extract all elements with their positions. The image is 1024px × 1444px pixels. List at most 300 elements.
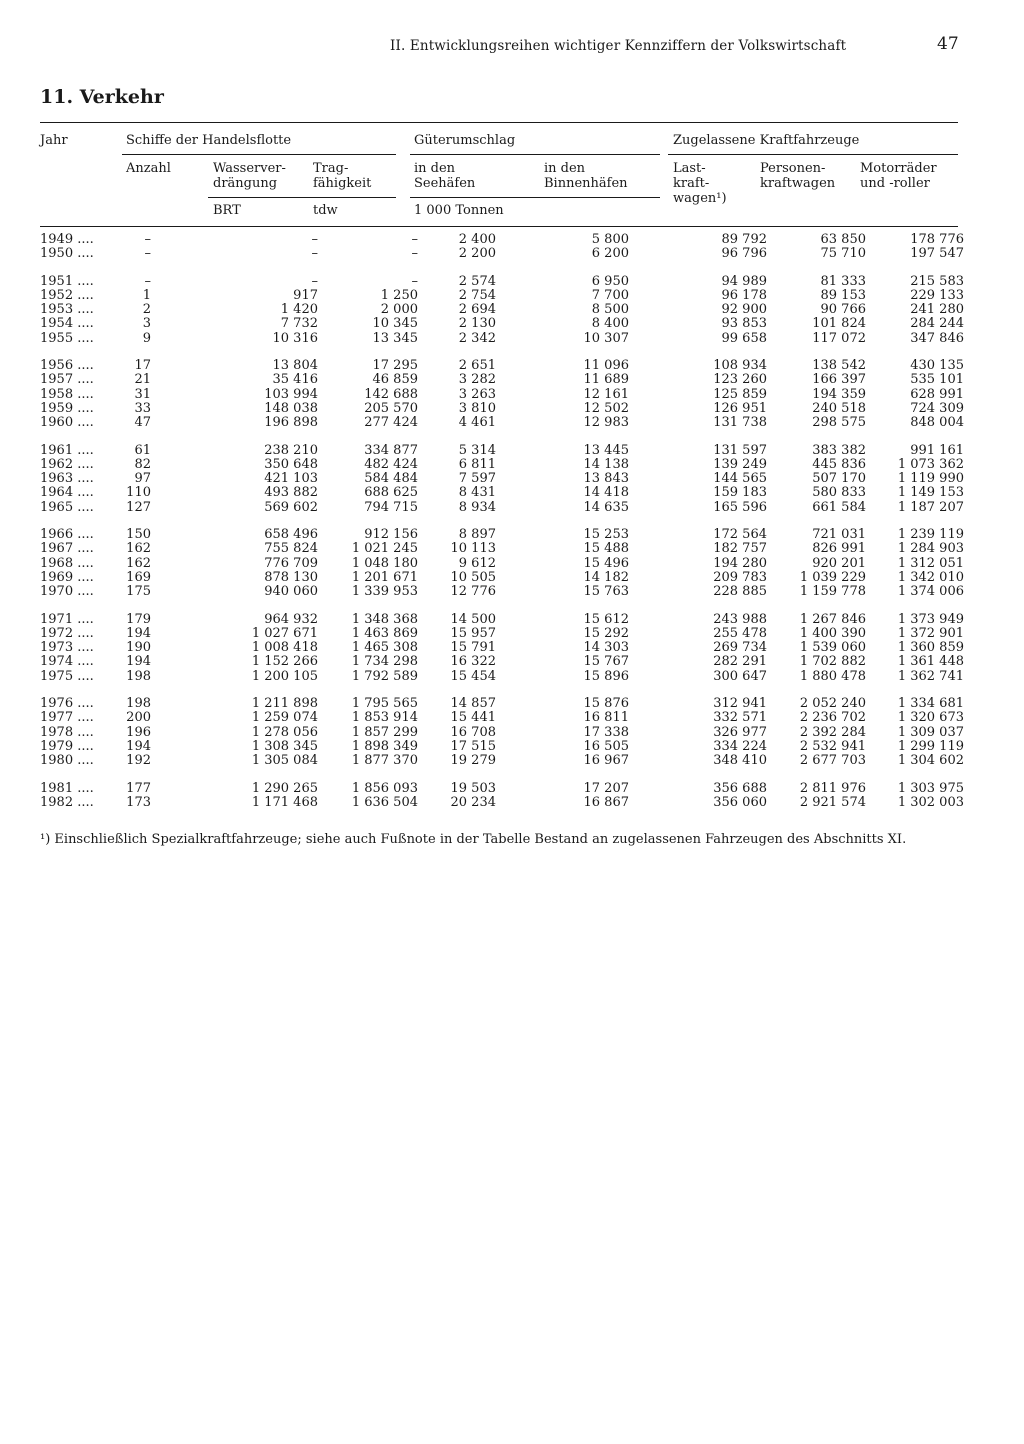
- krad-cell: 284 244: [910, 316, 964, 332]
- brt-cell: 13 804: [272, 358, 318, 374]
- anzahl-cell: –: [144, 232, 151, 247]
- pkw-cell: 2 677 703: [799, 753, 866, 769]
- seehaefen-cell: 9 612: [458, 555, 496, 571]
- table-row: [40, 640, 964, 656]
- krad-cell: 1 320 673: [897, 710, 964, 726]
- anzahl-cell: 33: [134, 400, 151, 416]
- binnenhaefen-cell: 13 843: [583, 471, 629, 487]
- binnenhaefen-cell: 15 292: [583, 625, 629, 641]
- year-cell: 1974 ....: [40, 654, 94, 670]
- year-cell: 1961 ....: [40, 442, 94, 458]
- pkw-cell: 117 072: [812, 330, 866, 346]
- tdw-cell: 482 424: [364, 456, 418, 472]
- brt-cell: 421 103: [264, 471, 318, 487]
- pkw-cell: 920 201: [812, 555, 866, 571]
- table-row: [40, 696, 964, 712]
- anzahl-cell: 196: [126, 724, 151, 740]
- brt-cell: 1 211 898: [251, 696, 318, 712]
- pkw-cell: 138 542: [812, 358, 866, 374]
- year-group: [40, 273, 964, 346]
- tdw-cell: 46 859: [372, 372, 418, 388]
- krad-cell: 1 309 037: [897, 724, 964, 740]
- krad-cell: 628 991: [910, 386, 964, 402]
- pkw-cell: 2 052 240: [799, 696, 866, 712]
- binnenhaefen-cell: 6 200: [591, 246, 629, 262]
- unit-rule-ships: [208, 197, 396, 198]
- binnenhaefen-cell: 14 182: [583, 569, 629, 585]
- brt-cell: 7 732: [280, 316, 318, 332]
- krad-cell: 1 073 362: [897, 456, 964, 472]
- year-cell: 1982 ....: [40, 794, 94, 810]
- section-title: 11. Verkehr: [40, 86, 164, 108]
- lkw-cell: 89 792: [721, 232, 767, 247]
- pkw-cell: 2 811 976: [799, 780, 866, 796]
- lkw-cell: 334 224: [713, 738, 767, 754]
- header-tragfaehigkeit-line1: Trag-: [313, 161, 349, 176]
- lkw-cell: 228 885: [713, 584, 767, 600]
- tdw-cell: –: [411, 246, 418, 262]
- binnenhaefen-cell: 11 096: [583, 358, 629, 374]
- anzahl-cell: 9: [142, 330, 151, 346]
- krad-cell: 1 342 010: [897, 569, 964, 585]
- brt-cell: 1 027 671: [251, 625, 318, 641]
- year-cell: 1975 ....: [40, 668, 94, 684]
- tdw-cell: 1 201 671: [351, 569, 418, 585]
- tdw-cell: 1 857 299: [351, 724, 418, 740]
- seehaefen-cell: 15 957: [450, 625, 496, 641]
- year-cell: 1968 ....: [40, 555, 94, 571]
- brt-cell: 940 060: [264, 584, 318, 600]
- year-cell: 1963 ....: [40, 471, 94, 487]
- table-row: [40, 753, 964, 769]
- anzahl-cell: 21: [134, 372, 151, 388]
- table-row: [40, 668, 964, 684]
- lkw-cell: 96 796: [721, 246, 767, 262]
- year-group: [40, 696, 964, 769]
- krad-cell: 535 101: [910, 372, 964, 388]
- seehaefen-cell: 8 934: [458, 499, 496, 515]
- brt-cell: 10 316: [272, 330, 318, 346]
- table-row: [40, 654, 964, 670]
- tdw-cell: 794 715: [364, 499, 418, 515]
- table-row: [40, 246, 964, 262]
- krad-cell: 1 302 003: [897, 794, 964, 810]
- binnenhaefen-cell: 14 635: [583, 499, 629, 515]
- header-lastkraftwagen-line1: Last-: [673, 161, 706, 176]
- group-rule-ships: [122, 154, 396, 155]
- krad-cell: 1 303 975: [897, 780, 964, 796]
- tdw-cell: 1 853 914: [351, 710, 418, 726]
- footnote: ¹) Einschließlich Spezialkraftfahrzeuge; siehe auch Fußnote in der Tabelle Bestand an zugelassenen Fahrzeugen des Abschnitts XI.: [40, 832, 907, 847]
- header-personenkraftwagen-line2: kraftwagen: [760, 176, 836, 191]
- anzahl-cell: 192: [126, 753, 151, 769]
- anzahl-cell: 127: [126, 499, 151, 515]
- seehaefen-cell: 2 694: [458, 302, 496, 318]
- krad-cell: 1 372 901: [897, 625, 964, 641]
- lkw-cell: 94 989: [721, 273, 767, 289]
- table-row: [40, 442, 964, 458]
- anzahl-cell: 175: [126, 584, 151, 600]
- tdw-cell: 1 898 349: [351, 738, 418, 754]
- anzahl-cell: 177: [126, 780, 151, 796]
- header-lastkraftwagen: [673, 161, 727, 206]
- year-group: [40, 232, 964, 262]
- brt-cell: 1 420: [280, 302, 318, 318]
- tdw-cell: 142 688: [364, 386, 418, 402]
- pkw-cell: 2 532 941: [799, 738, 866, 754]
- seehaefen-cell: 19 503: [450, 780, 496, 796]
- brt-cell: 776 709: [264, 555, 318, 571]
- anzahl-cell: 194: [126, 738, 151, 754]
- binnenhaefen-cell: 11 689: [583, 372, 629, 388]
- seehaefen-cell: 14 857: [450, 696, 496, 712]
- unit-tonnen: 1 000 Tonnen: [414, 203, 504, 218]
- anzahl-cell: 1: [142, 287, 151, 303]
- unit-rule-cargo: [410, 197, 660, 198]
- seehaefen-cell: 6 811: [458, 456, 496, 472]
- year-cell: 1958 ....: [40, 386, 94, 402]
- seehaefen-cell: 19 279: [450, 753, 496, 769]
- tdw-cell: 1 250: [380, 287, 418, 303]
- header-seehaefen: [414, 161, 475, 191]
- anzahl-cell: 2: [142, 302, 151, 318]
- table-row: [40, 541, 964, 557]
- krad-cell: 1 373 949: [897, 611, 964, 627]
- table-row: [40, 527, 964, 543]
- binnenhaefen-cell: 15 496: [583, 555, 629, 571]
- krad-cell: 1 361 448: [897, 654, 964, 670]
- tdw-cell: 912 156: [364, 527, 418, 543]
- seehaefen-cell: 16 322: [450, 654, 496, 670]
- binnenhaefen-cell: 15 253: [583, 527, 629, 543]
- brt-cell: 1 290 265: [251, 780, 318, 796]
- pkw-cell: 826 991: [812, 541, 866, 557]
- pkw-cell: 63 850: [820, 232, 866, 247]
- brt-cell: 1 171 468: [251, 794, 318, 810]
- pkw-cell: 1 039 229: [799, 569, 866, 585]
- seehaefen-cell: 15 441: [450, 710, 496, 726]
- year-cell: 1977 ....: [40, 710, 94, 726]
- lkw-cell: 209 783: [713, 569, 767, 585]
- anzahl-cell: 169: [126, 569, 151, 585]
- header-binnenhaefen: [544, 161, 628, 191]
- brt-cell: 1 259 074: [251, 710, 318, 726]
- lkw-cell: 159 183: [713, 485, 767, 501]
- year-cell: 1955 ....: [40, 330, 94, 346]
- anzahl-cell: 190: [126, 640, 151, 656]
- pkw-cell: 101 824: [812, 316, 866, 332]
- lkw-cell: 243 988: [713, 611, 767, 627]
- krad-cell: 1 334 681: [897, 696, 964, 712]
- brt-cell: 148 038: [264, 400, 318, 416]
- lkw-cell: 108 934: [713, 358, 767, 374]
- krad-cell: 1 149 153: [897, 485, 964, 501]
- lkw-cell: 182 757: [713, 541, 767, 557]
- table-row: [40, 738, 964, 754]
- binnenhaefen-cell: 5 800: [591, 232, 629, 247]
- table-row: [40, 386, 964, 402]
- tdw-cell: 1 877 370: [351, 753, 418, 769]
- brt-cell: 964 932: [264, 611, 318, 627]
- pkw-cell: 240 518: [812, 400, 866, 416]
- binnenhaefen-cell: 14 303: [583, 640, 629, 656]
- lkw-cell: 139 249: [713, 456, 767, 472]
- year-cell: 1970 ....: [40, 584, 94, 600]
- brt-cell: –: [311, 246, 318, 262]
- lkw-cell: 99 658: [721, 330, 767, 346]
- year-cell: 1960 ....: [40, 415, 94, 431]
- lkw-cell: 269 734: [713, 640, 767, 656]
- binnenhaefen-cell: 7 700: [591, 287, 629, 303]
- binnenhaefen-cell: 14 418: [583, 485, 629, 501]
- year-cell: 1976 ....: [40, 696, 94, 712]
- tdw-cell: 17 295: [372, 358, 418, 374]
- header-tragfaehigkeit-line2: fähigkeit: [313, 176, 372, 191]
- table-row: [40, 330, 964, 346]
- brt-cell: 103 994: [264, 386, 318, 402]
- anzahl-cell: 162: [126, 555, 151, 571]
- anzahl-cell: 31: [134, 386, 151, 402]
- tdw-cell: 584 484: [364, 471, 418, 487]
- seehaefen-cell: 3 810: [458, 400, 496, 416]
- krad-cell: 1 299 119: [897, 738, 964, 754]
- table-row: [40, 485, 964, 501]
- lkw-cell: 92 900: [721, 302, 767, 318]
- seehaefen-cell: 10 113: [450, 541, 496, 557]
- lkw-cell: 348 410: [713, 753, 767, 769]
- binnenhaefen-cell: 16 811: [583, 710, 629, 726]
- brt-cell: 1 200 105: [251, 668, 318, 684]
- pkw-cell: 2 921 574: [799, 794, 866, 810]
- tdw-cell: 1 734 298: [351, 654, 418, 670]
- year-cell: 1956 ....: [40, 358, 94, 374]
- table-row: [40, 287, 964, 303]
- year-group: [40, 611, 964, 684]
- header-group-ships: Schiffe der Handelsflotte: [126, 133, 292, 148]
- anzahl-cell: 179: [126, 611, 151, 627]
- year-cell: 1969 ....: [40, 569, 94, 585]
- year-cell: 1951 ....: [40, 273, 94, 289]
- table-row: [40, 358, 964, 374]
- year-cell: 1949 ....: [40, 232, 94, 247]
- tdw-cell: 1 795 565: [351, 696, 418, 712]
- tdw-cell: 205 570: [364, 400, 418, 416]
- year-cell: 1980 ....: [40, 753, 94, 769]
- pkw-cell: 721 031: [812, 527, 866, 543]
- year-cell: 1967 ....: [40, 541, 94, 557]
- pkw-cell: 194 359: [812, 386, 866, 402]
- anzahl-cell: 194: [126, 654, 151, 670]
- tdw-cell: –: [411, 273, 418, 289]
- lkw-cell: 300 647: [713, 668, 767, 684]
- seehaefen-cell: 2 574: [458, 273, 496, 289]
- binnenhaefen-cell: 14 138: [583, 456, 629, 472]
- table-row: [40, 456, 964, 472]
- anzahl-cell: 47: [134, 415, 151, 431]
- year-cell: 1971 ....: [40, 611, 94, 627]
- lkw-cell: 93 853: [721, 316, 767, 332]
- anzahl-cell: 17: [134, 358, 151, 374]
- header-tragfaehigkeit: [313, 161, 371, 191]
- table-row: [40, 611, 964, 627]
- header-personenkraftwagen-line1: Personen-: [760, 161, 826, 176]
- pkw-cell: 1 702 882: [799, 654, 866, 670]
- year-cell: 1950 ....: [40, 246, 94, 262]
- binnenhaefen-cell: 15 488: [583, 541, 629, 557]
- binnenhaefen-cell: 12 161: [583, 386, 629, 402]
- seehaefen-cell: 14 500: [450, 611, 496, 627]
- tdw-cell: 688 625: [364, 485, 418, 501]
- krad-cell: 1 374 006: [897, 584, 964, 600]
- seehaefen-cell: 12 776: [450, 584, 496, 600]
- brt-cell: 878 130: [264, 569, 318, 585]
- pkw-cell: 75 710: [820, 246, 866, 262]
- anzahl-cell: 198: [126, 696, 151, 712]
- krad-cell: 848 004: [910, 415, 964, 431]
- anzahl-cell: –: [144, 246, 151, 262]
- year-cell: 1962 ....: [40, 456, 94, 472]
- krad-cell: 1 187 207: [897, 499, 964, 515]
- anzahl-cell: 61: [134, 442, 151, 458]
- table-row: [40, 555, 964, 571]
- tdw-cell: –: [411, 232, 418, 247]
- pkw-cell: 81 333: [820, 273, 866, 289]
- brt-cell: 238 210: [264, 442, 318, 458]
- seehaefen-cell: 2 200: [458, 246, 496, 262]
- krad-cell: 197 547: [910, 246, 964, 262]
- pkw-cell: 580 833: [812, 485, 866, 501]
- seehaefen-cell: 2 130: [458, 316, 496, 332]
- lkw-cell: 125 859: [713, 386, 767, 402]
- header-motorraeder-line2: und -roller: [860, 176, 930, 191]
- pkw-cell: 166 397: [812, 372, 866, 388]
- table-row: [40, 724, 964, 740]
- binnenhaefen-cell: 10 307: [583, 330, 629, 346]
- anzahl-cell: 3: [142, 316, 151, 332]
- header-motorraeder: [860, 161, 937, 191]
- binnenhaefen-cell: 15 896: [583, 668, 629, 684]
- table-row: [40, 273, 964, 289]
- brt-cell: 569 602: [264, 499, 318, 515]
- running-head: II. Entwicklungsreihen wichtiger Kennziffern der Volkswirtschaft: [390, 38, 847, 54]
- lkw-cell: 172 564: [713, 527, 767, 543]
- seehaefen-cell: 2 651: [458, 358, 496, 374]
- binnenhaefen-cell: 15 612: [583, 611, 629, 627]
- top-rule: [40, 122, 958, 123]
- pkw-cell: 1 159 778: [799, 584, 866, 600]
- binnenhaefen-cell: 17 207: [583, 780, 629, 796]
- year-cell: 1965 ....: [40, 499, 94, 515]
- pkw-cell: 1 400 390: [799, 625, 866, 641]
- pkw-cell: 383 382: [812, 442, 866, 458]
- tdw-cell: 1 348 368: [351, 611, 418, 627]
- krad-cell: 1 304 602: [897, 753, 964, 769]
- anzahl-cell: 150: [126, 527, 151, 543]
- header-motorraeder-line1: Motorräder: [860, 161, 937, 176]
- krad-cell: 1 239 119: [897, 527, 964, 543]
- anzahl-cell: 198: [126, 668, 151, 684]
- pkw-cell: 445 836: [812, 456, 866, 472]
- table-row: [40, 471, 964, 487]
- header-wasserverdraengung-line1: Wasserver-: [213, 161, 286, 176]
- table-row: [40, 780, 964, 796]
- lkw-cell: 312 941: [713, 696, 767, 712]
- header-wasserverdraengung-line2: drängung: [213, 176, 278, 191]
- binnenhaefen-cell: 16 967: [583, 753, 629, 769]
- krad-cell: 430 135: [910, 358, 964, 374]
- binnenhaefen-cell: 17 338: [583, 724, 629, 740]
- table-row: [40, 794, 964, 810]
- lkw-cell: 194 280: [713, 555, 767, 571]
- anzahl-cell: 110: [126, 485, 151, 501]
- brt-cell: 1 152 266: [251, 654, 318, 670]
- table-row: [40, 415, 964, 431]
- seehaefen-cell: 17 515: [450, 738, 496, 754]
- group-rule-cargo: [410, 154, 660, 155]
- pkw-cell: 2 392 284: [799, 724, 866, 740]
- anzahl-cell: 200: [126, 710, 151, 726]
- year-cell: 1953 ....: [40, 302, 94, 318]
- tdw-cell: 1 636 504: [351, 794, 418, 810]
- table-row: [40, 499, 964, 515]
- seehaefen-cell: 2 754: [458, 287, 496, 303]
- year-group: [40, 358, 964, 431]
- tdw-cell: 277 424: [364, 415, 418, 431]
- krad-cell: 1 119 990: [897, 471, 964, 487]
- header-lastkraftwagen-line3: wagen¹): [673, 191, 727, 206]
- anzahl-cell: –: [144, 273, 151, 289]
- tdw-cell: 1 048 180: [351, 555, 418, 571]
- table-row: [40, 372, 964, 388]
- year-cell: 1959 ....: [40, 400, 94, 416]
- seehaefen-cell: 5 314: [458, 442, 496, 458]
- anzahl-cell: 173: [126, 794, 151, 810]
- tdw-cell: 1 021 245: [351, 541, 418, 557]
- lkw-cell: 356 688: [713, 780, 767, 796]
- pkw-cell: 661 584: [812, 499, 866, 515]
- brt-cell: –: [311, 273, 318, 289]
- krad-cell: 1 312 051: [897, 555, 964, 571]
- brt-cell: –: [311, 232, 318, 247]
- pkw-cell: 89 153: [820, 287, 866, 303]
- krad-cell: 1 360 859: [897, 640, 964, 656]
- header-binnenhaefen-line2: Binnenhäfen: [544, 176, 628, 191]
- seehaefen-cell: 3 282: [458, 372, 496, 388]
- krad-cell: 229 133: [910, 287, 964, 303]
- page-number: 47: [937, 34, 959, 54]
- table-row: [40, 302, 964, 318]
- table-row: [40, 710, 964, 726]
- table-row: [40, 400, 964, 416]
- binnenhaefen-cell: 12 502: [583, 400, 629, 416]
- pkw-cell: 1 267 846: [799, 611, 866, 627]
- brt-cell: 1 308 345: [251, 738, 318, 754]
- pkw-cell: 507 170: [812, 471, 866, 487]
- lkw-cell: 144 565: [713, 471, 767, 487]
- unit-tdw: tdw: [313, 203, 338, 218]
- lkw-cell: 255 478: [713, 625, 767, 641]
- year-group: [40, 527, 964, 600]
- lkw-cell: 282 291: [713, 654, 767, 670]
- seehaefen-cell: 8 897: [458, 527, 496, 543]
- krad-cell: 724 309: [910, 400, 964, 416]
- brt-cell: 755 824: [264, 541, 318, 557]
- pkw-cell: 1 880 478: [799, 668, 866, 684]
- table-row: [40, 316, 964, 332]
- krad-cell: 178 776: [910, 232, 964, 247]
- pkw-cell: 1 539 060: [799, 640, 866, 656]
- krad-cell: 347 846: [910, 330, 964, 346]
